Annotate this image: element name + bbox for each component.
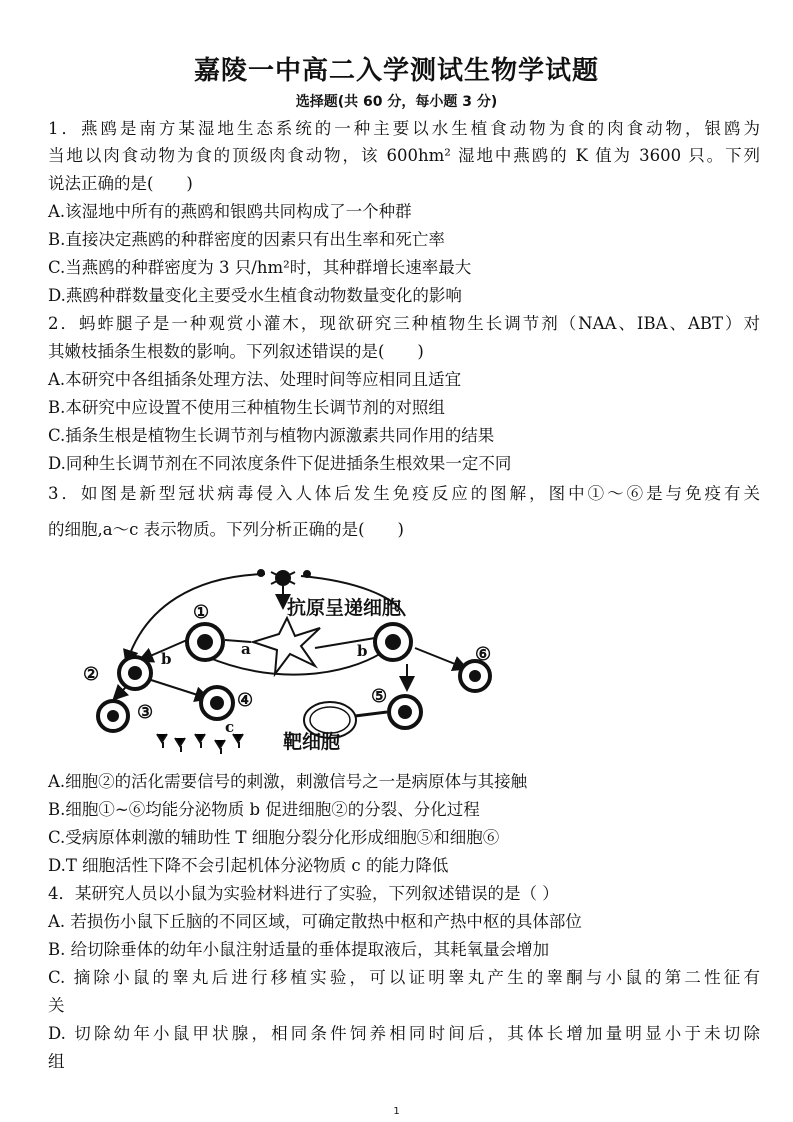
substance-b-right-label: b <box>357 642 368 660</box>
q3-option-c: C.受病原体刺激的辅助性 T 细胞分裂分化形成细胞⑤和细胞⑥ <box>48 828 500 847</box>
substance-b-left-label: b <box>161 650 172 668</box>
apc-star-shape <box>253 618 320 674</box>
cell-2-label: ② <box>83 664 100 685</box>
page-title: 嘉陵一中高二入学测试生物学试题 <box>193 56 599 86</box>
substance-a-label: a <box>241 640 251 658</box>
q3-option-b: B.细胞①~⑥均能分泌物质 b 促进细胞②的分裂、分化过程 <box>48 800 480 819</box>
q1-option-d: D.燕鸥种群数量变化主要受水生植食动物数量变化的影响 <box>48 286 462 305</box>
q1-stem-line-2: 当地以肉食动物为食的顶级肉食动物，该 600hm² 湿地中燕鸥的 K 值为 3600 只。下列 <box>48 146 760 165</box>
section-subtitle: 选择题(共 60 分，每小题 3 分) <box>295 94 498 110</box>
q2-option-a: A.本研究中各组插条处理方法、处理时间等应相同且适宜 <box>48 370 462 389</box>
q1-stem-line-1: 1．燕鸥是南方某湿地生态系统的一种主要以水生植食动物为食的肉食动物，银鸥为 <box>48 119 760 138</box>
cell-6 <box>460 661 490 691</box>
cell-2 <box>119 657 151 689</box>
cell-6-label: ⑥ <box>475 644 492 665</box>
cell-1 <box>187 624 223 660</box>
q2-option-c: C.插条生根是植物生长调节剂与植物内源激素共同作用的结果 <box>48 426 495 445</box>
q4-option-c-continuation: 关 <box>48 996 65 1015</box>
q2-option-d: D.同种生长调节剂在不同浓度条件下促进插条生根效果一定不同 <box>48 454 512 473</box>
q4-option-a: A. 若损伤小鼠下丘脑的不同区域，可确定散热中枢和产热中枢的具体部位 <box>48 912 582 931</box>
q2-option-b: B.本研究中应设置不使用三种植物生长调节剂的对照组 <box>48 398 445 417</box>
q4-option-d: D. 切除幼年小鼠甲状腺，相同条件饲养相同时间后，其体长增加量明显小于未切除 <box>48 1024 760 1043</box>
q4-option-c: C. 摘除小鼠的睾丸后进行移植实验，可以证明睾丸产生的睾酮与小鼠的第二性征有 <box>48 968 760 987</box>
cell-3-label: ③ <box>137 702 154 723</box>
substance-c-label: c <box>225 718 235 736</box>
q4-option-d-continuation: 组 <box>48 1052 65 1071</box>
cell-5 <box>389 696 421 728</box>
q1-option-a: A.该湿地中所有的燕鸥和银鸥共同构成了一个种群 <box>48 202 412 221</box>
cell-3 <box>98 701 128 731</box>
q2-stem-line-2: 其嫩枝插条生根数的影响。下列叙述错误的是( ) <box>48 342 424 361</box>
cell-4-label: ④ <box>237 690 254 711</box>
apc-label: 抗原呈递细胞 <box>287 597 402 619</box>
antibody-marks <box>157 734 243 754</box>
q3-option-d: D.T 细胞活性下降不会引起机体分泌物质 c 的能力降低 <box>48 856 449 875</box>
q4-option-b: B. 给切除垂体的幼年小鼠注射适量的垂体提取液后，其耗氧量会增加 <box>48 940 550 959</box>
q1-option-b: B.直接决定燕鸥的种群密度的因素只有出生率和死亡率 <box>48 230 445 249</box>
q1-option-c: C.当燕鸥的种群密度为 3 只/hm²时，其种群增长速率最大 <box>48 258 472 277</box>
q4-stem: 4．某研究人员以小鼠为实验材料进行了实验，下列叙述错误的是（ ） <box>48 884 559 903</box>
q3-stem-line-2: 的细胞,a～c 表示物质。下列分析正确的是( ) <box>48 520 404 539</box>
q2-stem-line-1: 2．蚂蚱腿子是一种观赏小灌木，现欲研究三种植物生长调节剂（NAA、IBA、ABT）对 <box>48 314 760 333</box>
immune-response-diagram <box>75 556 525 756</box>
cell-5-label: ⑤ <box>371 686 388 707</box>
virus-icon <box>258 570 310 585</box>
page-number: 1 <box>393 1106 400 1117</box>
q3-stem-line-1: 3．如图是新型冠状病毒侵入人体后发生免疫反应的图解，图中①～⑥是与免疫有关 <box>48 484 760 503</box>
cell-1-label: ① <box>193 602 210 623</box>
target-cell-label: 靶细胞 <box>283 731 341 753</box>
cell-4 <box>201 687 233 719</box>
cell-unlabeled-right <box>375 624 411 660</box>
q1-stem-line-3: 说法正确的是( ) <box>48 174 193 193</box>
q3-option-a: A.细胞②的活化需要信号的刺激，刺激信号之一是病原体与其接触 <box>48 772 528 791</box>
